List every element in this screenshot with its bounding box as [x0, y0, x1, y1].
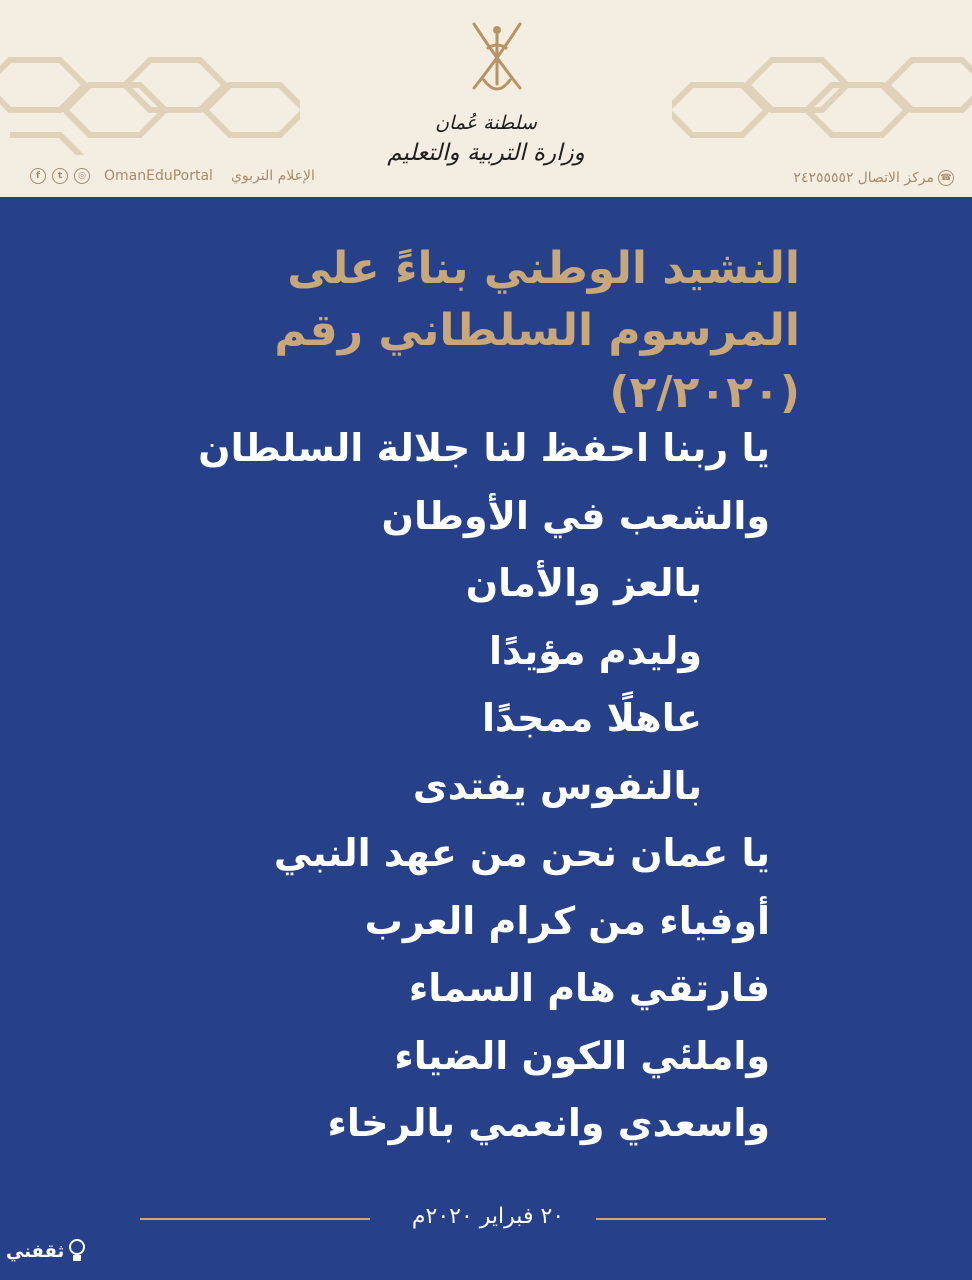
- instagram-icon[interactable]: ◎: [74, 168, 90, 184]
- sultanate-name: سلطنة عُمان: [435, 112, 537, 134]
- watermark-text: ثقفني: [6, 1240, 65, 1262]
- page-title: [100, 238, 800, 424]
- title-line-1: النشيد الوطني بناءً على: [287, 243, 800, 294]
- verse-line: واملئي الكون الضياء: [394, 1033, 770, 1078]
- left-arabesque-pattern: [0, 40, 300, 155]
- verse-line: واسعدي وانعمي بالرخاء: [327, 1101, 770, 1145]
- right-arabesque-pattern: [672, 40, 972, 155]
- publication-date: ٢٠ فبراير ٢٠٢٠م: [411, 1204, 565, 1229]
- footer-divider-right: [596, 1218, 826, 1220]
- verse-line: يا ربنا احفظ لنا جلالة السلطان: [198, 426, 770, 470]
- twitter-icon[interactable]: t: [52, 168, 68, 184]
- social-handle: OmanEduPortal: [104, 168, 213, 184]
- verse-line: عاهلًا ممجدًا: [481, 696, 702, 740]
- verse-line: والشعب في الأوطان: [381, 493, 770, 538]
- header-banner: [0, 0, 972, 197]
- contact-label: مركز الاتصال: [857, 170, 934, 186]
- verse-line: بالنفوس يفتدى: [412, 763, 702, 808]
- verse-line: بالعز والأمان: [465, 561, 702, 605]
- title-line-2: المرسوم السلطاني رقم (٢/٢٠٢٠): [274, 305, 800, 418]
- verse-line: فارتقي هام السماء: [408, 966, 770, 1010]
- footer-divider-left: [140, 1218, 370, 1220]
- phone-icon: ☎: [938, 170, 954, 186]
- ministry-name: وزارة التربية والتعليم: [387, 140, 585, 166]
- lightbulb-icon: [68, 1238, 86, 1264]
- verse-line: يا عمان نحن من عهد النبي: [273, 831, 770, 875]
- oman-emblem-icon: [466, 18, 528, 100]
- contact-center: [793, 170, 954, 186]
- watermark: [6, 1238, 86, 1264]
- social-links: [30, 168, 315, 184]
- anthem-verses: [150, 415, 790, 1158]
- ministry-logotype: [386, 110, 586, 170]
- verse-line: وليدم مؤيدًا: [488, 628, 702, 673]
- media-label: الإعلام التربوي: [230, 168, 315, 184]
- contact-number: ٢٤٢٥٥٥٥٢: [793, 170, 854, 186]
- facebook-icon[interactable]: f: [30, 168, 46, 184]
- verse-line: أوفياء من كرام العرب: [364, 898, 770, 943]
